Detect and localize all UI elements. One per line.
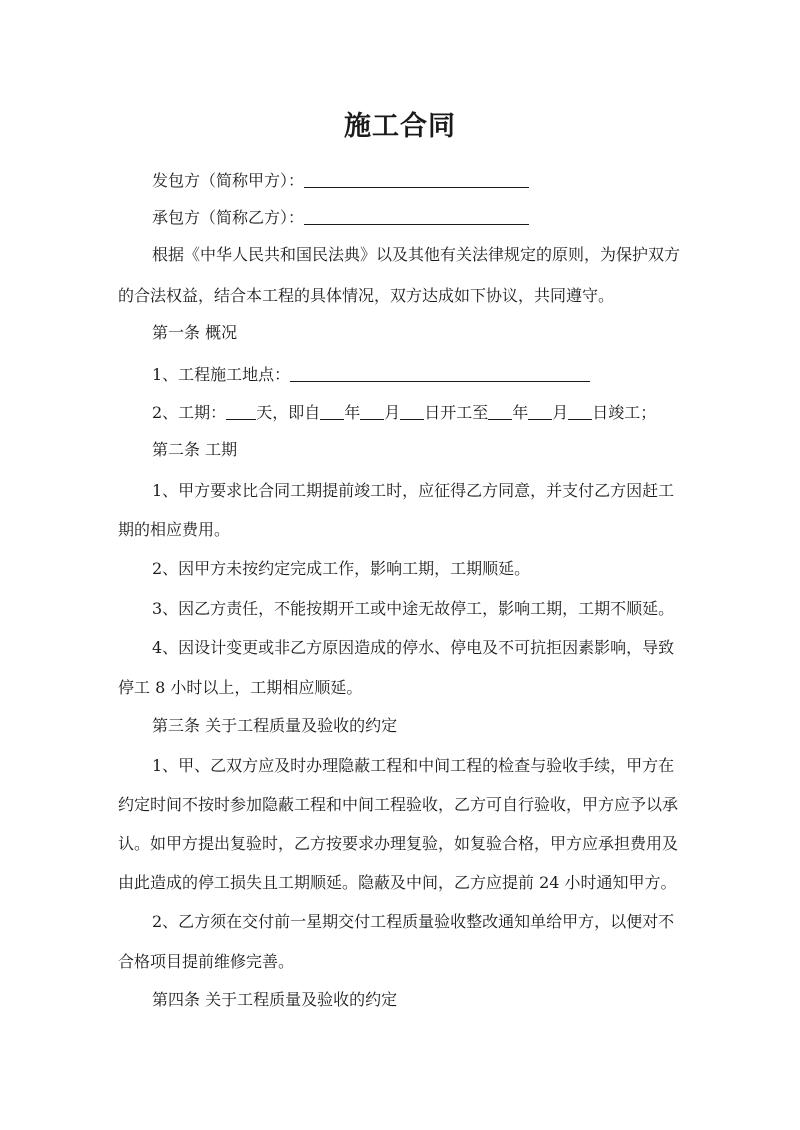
- period-start: 日开工至: [424, 403, 489, 422]
- article-2-item-1-line-1: 1、甲方要求比合同工期提前竣工时，应征得乙方同意，并支付乙方因赶工: [152, 481, 675, 500]
- period-day: 天，即自: [256, 403, 321, 422]
- preamble-line-2: 的合法权益，结合本工程的具体情况，双方达成如下协议，共同遵守。: [118, 286, 615, 305]
- article-2-item-1-line-2: 期的相应费用。: [118, 520, 231, 539]
- article-3-item-1-line-3: 认。如甲方提出复验时，乙方按要求办理复验，如复验合格，甲方应承担费用及: [118, 834, 679, 853]
- period-month-2: 月: [552, 403, 569, 422]
- period-year-1: 年: [344, 403, 361, 422]
- period-month-1: 月: [384, 403, 401, 422]
- party-b-blank: [304, 208, 529, 225]
- period-line: [152, 403, 688, 423]
- site-label: 1、工程施工地点：: [152, 365, 291, 384]
- article-1-heading: 第一条 概况: [152, 323, 238, 342]
- article-2-item-4-line-1: 4、因设计变更或非乙方原因造成的停水、停电及不可抗拒因素影响，导致: [152, 638, 675, 657]
- start-year-blank: [320, 403, 344, 420]
- document-title: 施工合同: [344, 111, 456, 142]
- days-blank: [226, 403, 256, 420]
- period-prefix: 2、工期：: [152, 403, 227, 422]
- article-2-item-2: 2、因甲方未按约定完成工作，影响工期，工期顺延。: [152, 559, 531, 578]
- start-month-blank: [360, 403, 384, 420]
- article-2-item-4-line-2: 停工 8 小时以上，工期相应顺延。: [118, 678, 363, 697]
- article-3-item-2-line-1: 2、乙方须在交付前一星期交付工程质量验收整改通知单给甲方，以便对不: [152, 912, 675, 931]
- party-b-line: [152, 208, 688, 228]
- preamble-line-1: 根据《中华人民共和国民法典》以及其他有关法律规定的原则，为保护双方: [152, 245, 681, 264]
- end-month-blank: [528, 403, 552, 420]
- article-4-heading: 第四条 关于工程质量及验收的约定: [152, 990, 398, 1009]
- article-3-item-2-line-2: 合格项目提前维修完善。: [118, 952, 295, 971]
- end-day-blank: [568, 403, 592, 420]
- article-3-item-1-line-2: 约定时间不按时参加隐蔽工程和中间工程验收，乙方可自行验收，甲方应予以承: [118, 795, 679, 814]
- party-a-blank: [304, 171, 529, 188]
- article-3-item-1-line-1: 1、甲、乙双方应及时办理隐蔽工程和中间工程的检查与验收手续，甲方在: [152, 756, 675, 775]
- party-a-line: [152, 171, 688, 191]
- site-line: [152, 365, 688, 385]
- end-year-blank: [488, 403, 512, 420]
- period-year-2: 年: [512, 403, 529, 422]
- party-b-label: 承包方（简称乙方）：: [152, 208, 305, 227]
- article-2-item-3: 3、因乙方责任，不能按期开工或中途无故停工，影响工期，工期不顺延。: [152, 599, 675, 618]
- start-day-blank: [400, 403, 424, 420]
- article-2-heading: 第二条 工期: [152, 440, 238, 459]
- article-3-heading: 第三条 关于工程质量及验收的约定: [152, 716, 398, 735]
- period-end: 日竣工；: [592, 403, 657, 422]
- site-blank: [290, 365, 590, 382]
- article-3-item-1-line-4: 由此造成的停工损失且工期顺延。隐蔽及中间，乙方应提前 24 小时通知甲方。: [118, 873, 677, 892]
- party-a-label: 发包方（简称甲方）：: [152, 171, 305, 190]
